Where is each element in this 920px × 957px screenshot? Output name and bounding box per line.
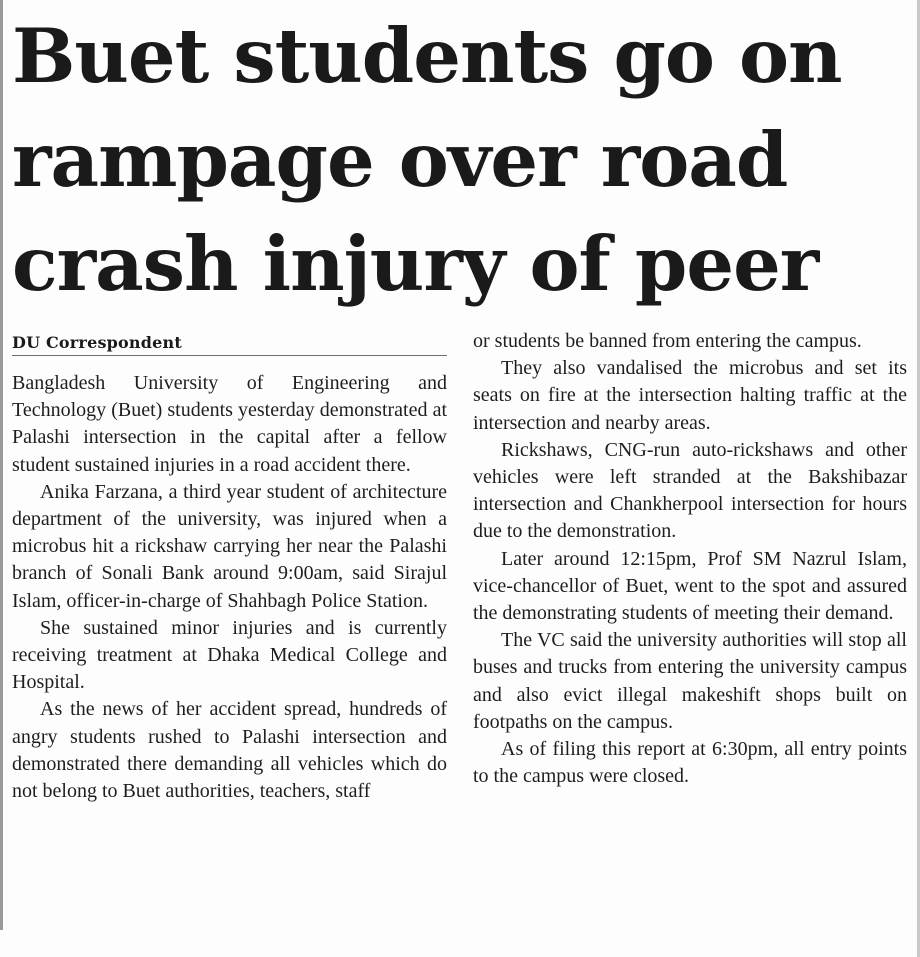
paragraph: As the news of her accident spread, hundreds of angry students rushed to Palashi intersection and demonstrated there demanding all vehicles which do not belong to Buet authorities, teachers, staff (12, 698, 447, 803)
paragraph: They also vandalised the microbus and set its seats on fire at the intersection halting traffic at the intersection and nearby areas. (473, 357, 907, 434)
headline-line-3: crash injury of peer (12, 220, 819, 308)
clipping-left-edge (0, 0, 3, 930)
headline-line-2: rampage over road (12, 116, 788, 204)
headline-line-1: Buet students go on (12, 12, 842, 100)
paragraph: Later around 12:15pm, Prof SM Nazrul Islam, vice-chancellor of Buet, went to the spot and assured the demonstrating students of meeting their demand. (473, 547, 907, 625)
headline (12, 4, 912, 316)
paragraph: or students be banned from entering the campus. (473, 330, 862, 352)
paragraph: Anika Farzana, a third year student of architecture department of the university, was injured when a microbus hit a rickshaw carrying her near the Palashi branch of Sonali Bank around 9:00am, said Sirajul Islam, officer-in-charge of Shahbagh Police Station. (12, 480, 447, 612)
paragraph: Bangladesh University of Engineering and Technology (Buet) students yesterday demonstrated at Palashi intersection in the capital after a fellow student sustained injuries in a road accident there. (12, 372, 447, 476)
byline: DU Correspondent (12, 333, 447, 356)
right-column (473, 328, 907, 790)
paragraph: As of filing this report at 6:30pm, all entry points to the campus were closed. (473, 738, 907, 788)
paragraph: The VC said the university authorities will stop all buses and trucks from entering the university campus and also evict illegal makeshift shops built on footpaths on the campus. (473, 629, 907, 733)
left-column (12, 370, 447, 805)
paragraph: She sustained minor injuries and is currently receiving treatment at Dhaka Medical College and Hospital. (12, 616, 447, 694)
paragraph: Rickshaws, CNG-run auto-rickshaws and other vehicles were left stranded at the Bakshibazar intersection and Chankherpool intersection for hours due to the demonstration. (473, 438, 907, 543)
